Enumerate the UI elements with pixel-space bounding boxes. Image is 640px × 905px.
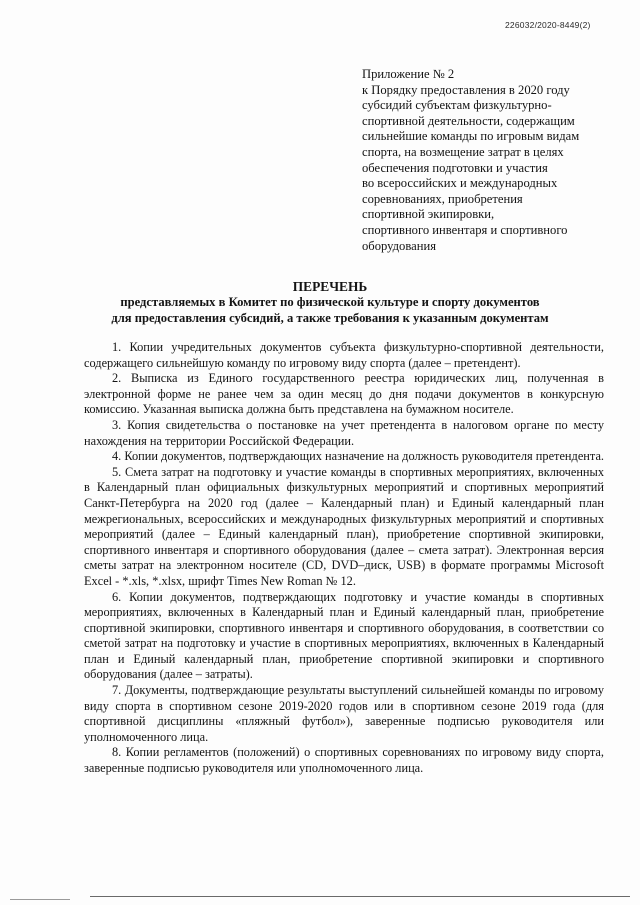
list-item: 4. Копии документов, подтверждающих назначение на должность руководителя претендента.: [112, 449, 605, 464]
appendix-line: к Порядку предоставления в 2020 году: [362, 82, 570, 97]
appendix-line: субсидий субъектам физкультурно-: [362, 98, 552, 113]
list-item: 1. Копии учредительных документов субъекта физкультурно-спортивной деятельности, содержащего сильнейшую команду по игровому виду спорта (далее – претендент).: [84, 340, 604, 370]
list-item: 3. Копия свидетельства о постановке на учет претендента в налоговом органе по месту нахождения на территории Российской Федерации.: [84, 417, 604, 448]
appendix-line: спортивной экипировки,: [362, 207, 495, 222]
title-line-2: для предоставления субсидий, а также требования к указанным документам: [111, 310, 549, 325]
appendix-line: спортивного инвентаря и спортивного: [362, 222, 568, 237]
appendix-line: обеспечения подготовки и участия: [362, 160, 548, 175]
list-item: 7. Документы, подтверждающие результаты выступлений сильнейшей команды по игровому виду спорта в спортивном сезоне 2019-2020 годов или в спортивном сезоне 2019 года (для спортивной дисциплины «пляжный футбол»), заверенные подписью руководителя или уполномоченного лица.: [84, 683, 604, 744]
document-number: 226032/2020-8449(2): [505, 20, 591, 30]
list-item: 6. Копии документов, подтверждающих подготовку и участие команды в спортивных мероприятиях, включенных в Календарный план и Единый календарный план, приобретение спортивной экипировки, спортивного инвентаря и спортивного оборудования, в соответствии со сметой затрат на подготовку и участие в спортивных мероприятиях, включенных в Календарный план и Единый календарный план, приобретение спортивной экипировки и спортивного оборудования (далее – затраты).: [84, 589, 604, 682]
document-list: [84, 340, 604, 777]
list-item: 8. Копии регламентов (положений) о спортивных соревнованиях по игровому виду спорта, заверенные подписью руководителя или уполномоченного лица.: [84, 745, 604, 776]
appendix-line: спорта, на возмещение затрат в целях: [362, 144, 564, 159]
appendix-line: Приложение № 2: [362, 67, 455, 81]
list-item: 5. Смета затрат на подготовку и участие команды в спортивных мероприятиях, включенных в Календарный план официальных физкультурных мероприятий и спортивных мероприятий Санкт-Петербурга на 2020 год (далее – Календарный план) и Единый календарный план межрегиональных, всероссийских и международных физкультурных мероприятий и спортивных мероприятий (далее – Единый календарный план), приобретение спортивной экипировки, спортивного инвентаря и спортивного оборудования (далее – смета затрат). Электронная версия сметы затрат на электронном носителе (CD, DVD–диск, USB) в формате программы Microsoft Excel - *.xls, *.xlsx, шрифт Times New Roman № 12.: [84, 464, 604, 588]
appendix-block: [362, 67, 612, 254]
title-main: ПЕРЕЧЕНЬ: [292, 279, 368, 294]
title-line-1: представляемых в Комитет по физической культуре и спорту документов: [120, 295, 540, 309]
list-item: 2. Выписка из Единого государственного реестра юридических лиц, полученная в электронной форме не ранее чем за один месяц до дня подачи документов в конкурсную комиссию. Указанная выписка должна быть представлена на бумажном носителе.: [84, 371, 604, 417]
appendix-line: сильнейшие команды по игровым видам: [362, 129, 580, 144]
scan-edge-line: [10, 899, 70, 900]
appendix-line: оборудования: [362, 238, 436, 253]
appendix-line: спортивной деятельности, содержащим: [362, 113, 575, 128]
scan-edge-line: [90, 896, 630, 897]
appendix-line: соревнованиях, приобретения: [362, 191, 523, 206]
appendix-line: во всероссийских и международных: [362, 176, 558, 191]
document-title: [70, 278, 590, 327]
